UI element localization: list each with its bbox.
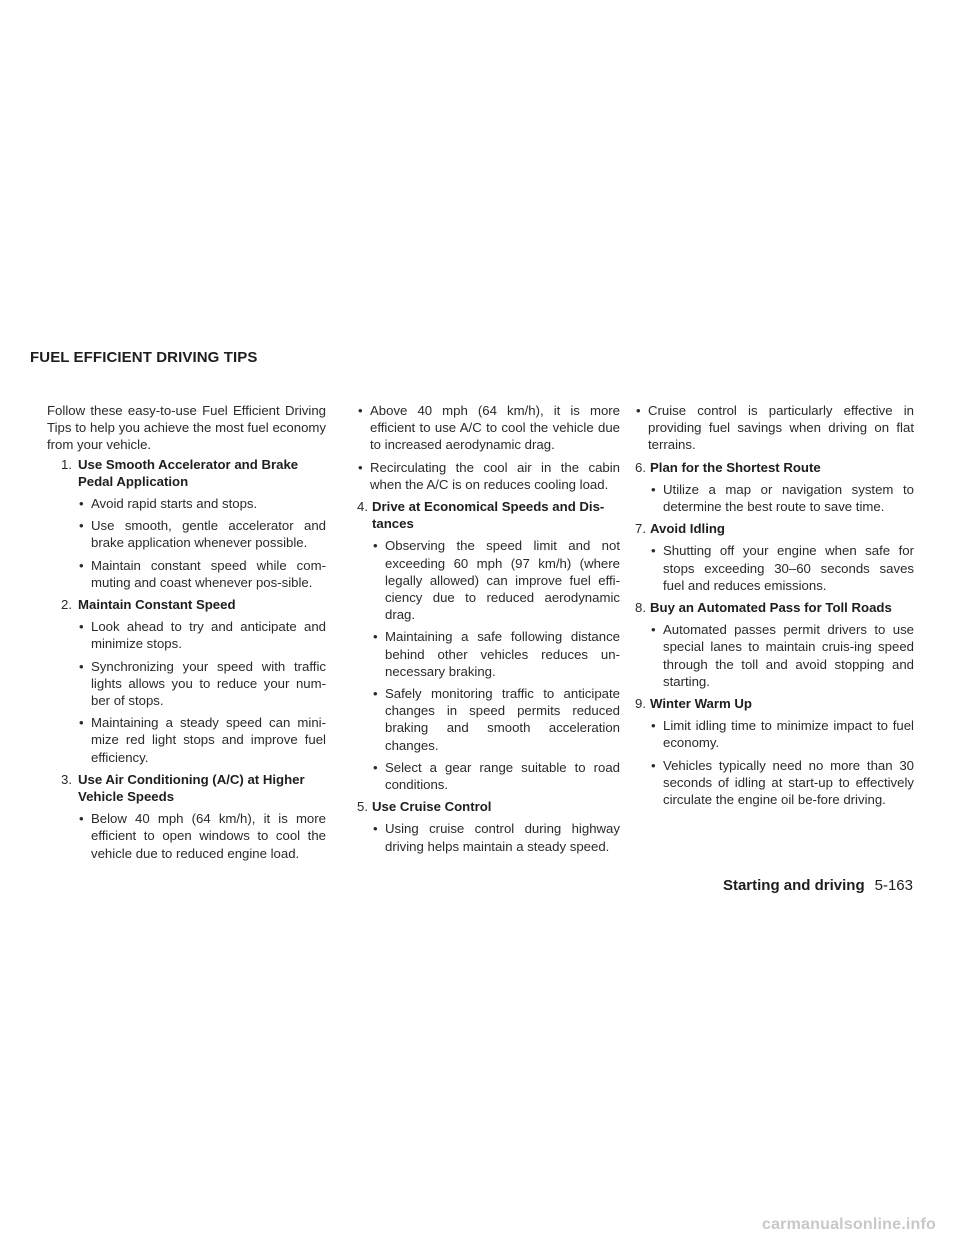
- tip-bullet: • Synchronizing your speed with traffic lights allows you to reduce your num-ber of stops.: [79, 658, 326, 710]
- tip-title: Winter Warm Up: [650, 696, 752, 712]
- tip-number: 5.: [357, 799, 368, 815]
- tip-item: [47, 596, 326, 766]
- tip-bullet: • Cruise control is particularly effective in providing fuel savings when driving on flat terrains.: [636, 402, 914, 454]
- tip-title: Buy an Automated Pass for Toll Roads: [650, 600, 892, 616]
- tip-bullet: • Below 40 mph (64 km/h), it is more efficient to open windows to cool the vehicle due to reduced engine load.: [79, 810, 326, 862]
- tip-title: Maintain Constant Speed: [78, 597, 236, 613]
- tip-number: 9.: [635, 696, 646, 712]
- footer-section-title: Starting and driving: [722, 877, 865, 894]
- page-footer: [723, 877, 913, 894]
- tip-item: [635, 459, 914, 516]
- tip-bullet: • Maintaining a steady speed can mini-mize red light stops and improve fuel efficiency.: [79, 714, 326, 766]
- tip-item: [47, 456, 326, 591]
- tip-bullet: • Maintaining a safe following distance behind other vehicles reduces un-necessary braking.: [373, 628, 620, 680]
- tip-bullet: • Safely monitoring traffic to anticipate changes in speed permits reduced braking and smooth acceleration changes.: [373, 685, 620, 754]
- tip-item: [635, 695, 914, 808]
- tip-bullet: • Observing the speed limit and not exceeding 60 mph (97 km/h) (where legally allowed) can improve fuel effi-ciency due to reduced aerodynamic drag.: [373, 537, 620, 623]
- tip-bullet: • Shutting off your engine when safe for stops exceeding 30–60 seconds saves fuel and reduces emissions.: [651, 542, 914, 594]
- tip-number: 6.: [635, 459, 646, 475]
- tip-title: Avoid Idling: [650, 521, 725, 537]
- tip-bullet: • Maintain constant speed while com-muting and coast whenever pos-sible.: [79, 557, 326, 591]
- page-number: 5-163: [874, 877, 913, 894]
- tip-item: [47, 771, 326, 862]
- column-2: [357, 402, 620, 855]
- tip-bullet: • Avoid rapid starts and stops.: [79, 495, 326, 512]
- tip-bullet: • Using cruise control during highway driving helps maintain a steady speed.: [373, 820, 620, 854]
- page-heading: FUEL EFFICIENT DRIVING TIPS: [30, 349, 258, 366]
- tip-number: 2.: [61, 597, 72, 613]
- tip-number: 1.: [61, 456, 72, 472]
- tip-item: [357, 798, 620, 855]
- tip-title: Plan for the Shortest Route: [650, 459, 821, 475]
- tip-number: 4.: [357, 499, 368, 515]
- tip-title: Use Smooth Accelerator and Brake Pedal Application: [78, 456, 299, 489]
- tip-bullet: • Above 40 mph (64 km/h), it is more efficient to use A/C to cool the vehicle due to increased aerodynamic drag.: [358, 402, 620, 454]
- tip-title: Use Cruise Control: [372, 799, 492, 815]
- tip-bullet: • Vehicles typically need no more than 30 seconds of idling at start-up to effectively circulate the engine oil be-fore driving.: [651, 757, 914, 809]
- tip-bullet: • Recirculating the cool air in the cabin when the A/C is on reduces cooling load.: [358, 459, 620, 493]
- tip-title: Use Air Conditioning (A/C) at Higher Vehicle Speeds: [78, 771, 305, 805]
- tip-item: [635, 520, 914, 594]
- column-3: [635, 402, 914, 808]
- intro-paragraph: Follow these easy-to-use Fuel Efficient Driving Tips to help you achieve the most fuel economy from your vehicle.: [47, 403, 326, 453]
- tip-bullet: • Utilize a map or navigation system to determine the best route to save time.: [651, 481, 914, 515]
- tip-bullet: • Select a gear range suitable to road conditions.: [373, 759, 620, 793]
- tip-number: 8.: [635, 600, 646, 616]
- tip-title: Drive at Economical Speeds and Dis-tances: [372, 499, 605, 532]
- tip-item: [635, 599, 914, 690]
- tip-bullet: • Use smooth, gentle accelerator and brake application whenever possible.: [79, 517, 326, 551]
- tip-item: [357, 498, 620, 793]
- column-1: [47, 402, 326, 862]
- tip-bullet: • Automated passes permit drivers to use special lanes to maintain cruis-ing speed through the toll and avoid stopping and starting.: [651, 621, 914, 690]
- tip-number: 7.: [635, 521, 646, 537]
- tip-bullet: • Limit idling time to minimize impact to fuel economy.: [651, 717, 914, 751]
- tip-bullet: • Look ahead to try and anticipate and minimize stops.: [79, 618, 326, 652]
- tip-number: 3.: [61, 771, 72, 787]
- watermark-text: carmanualsonline.info: [761, 1216, 936, 1233]
